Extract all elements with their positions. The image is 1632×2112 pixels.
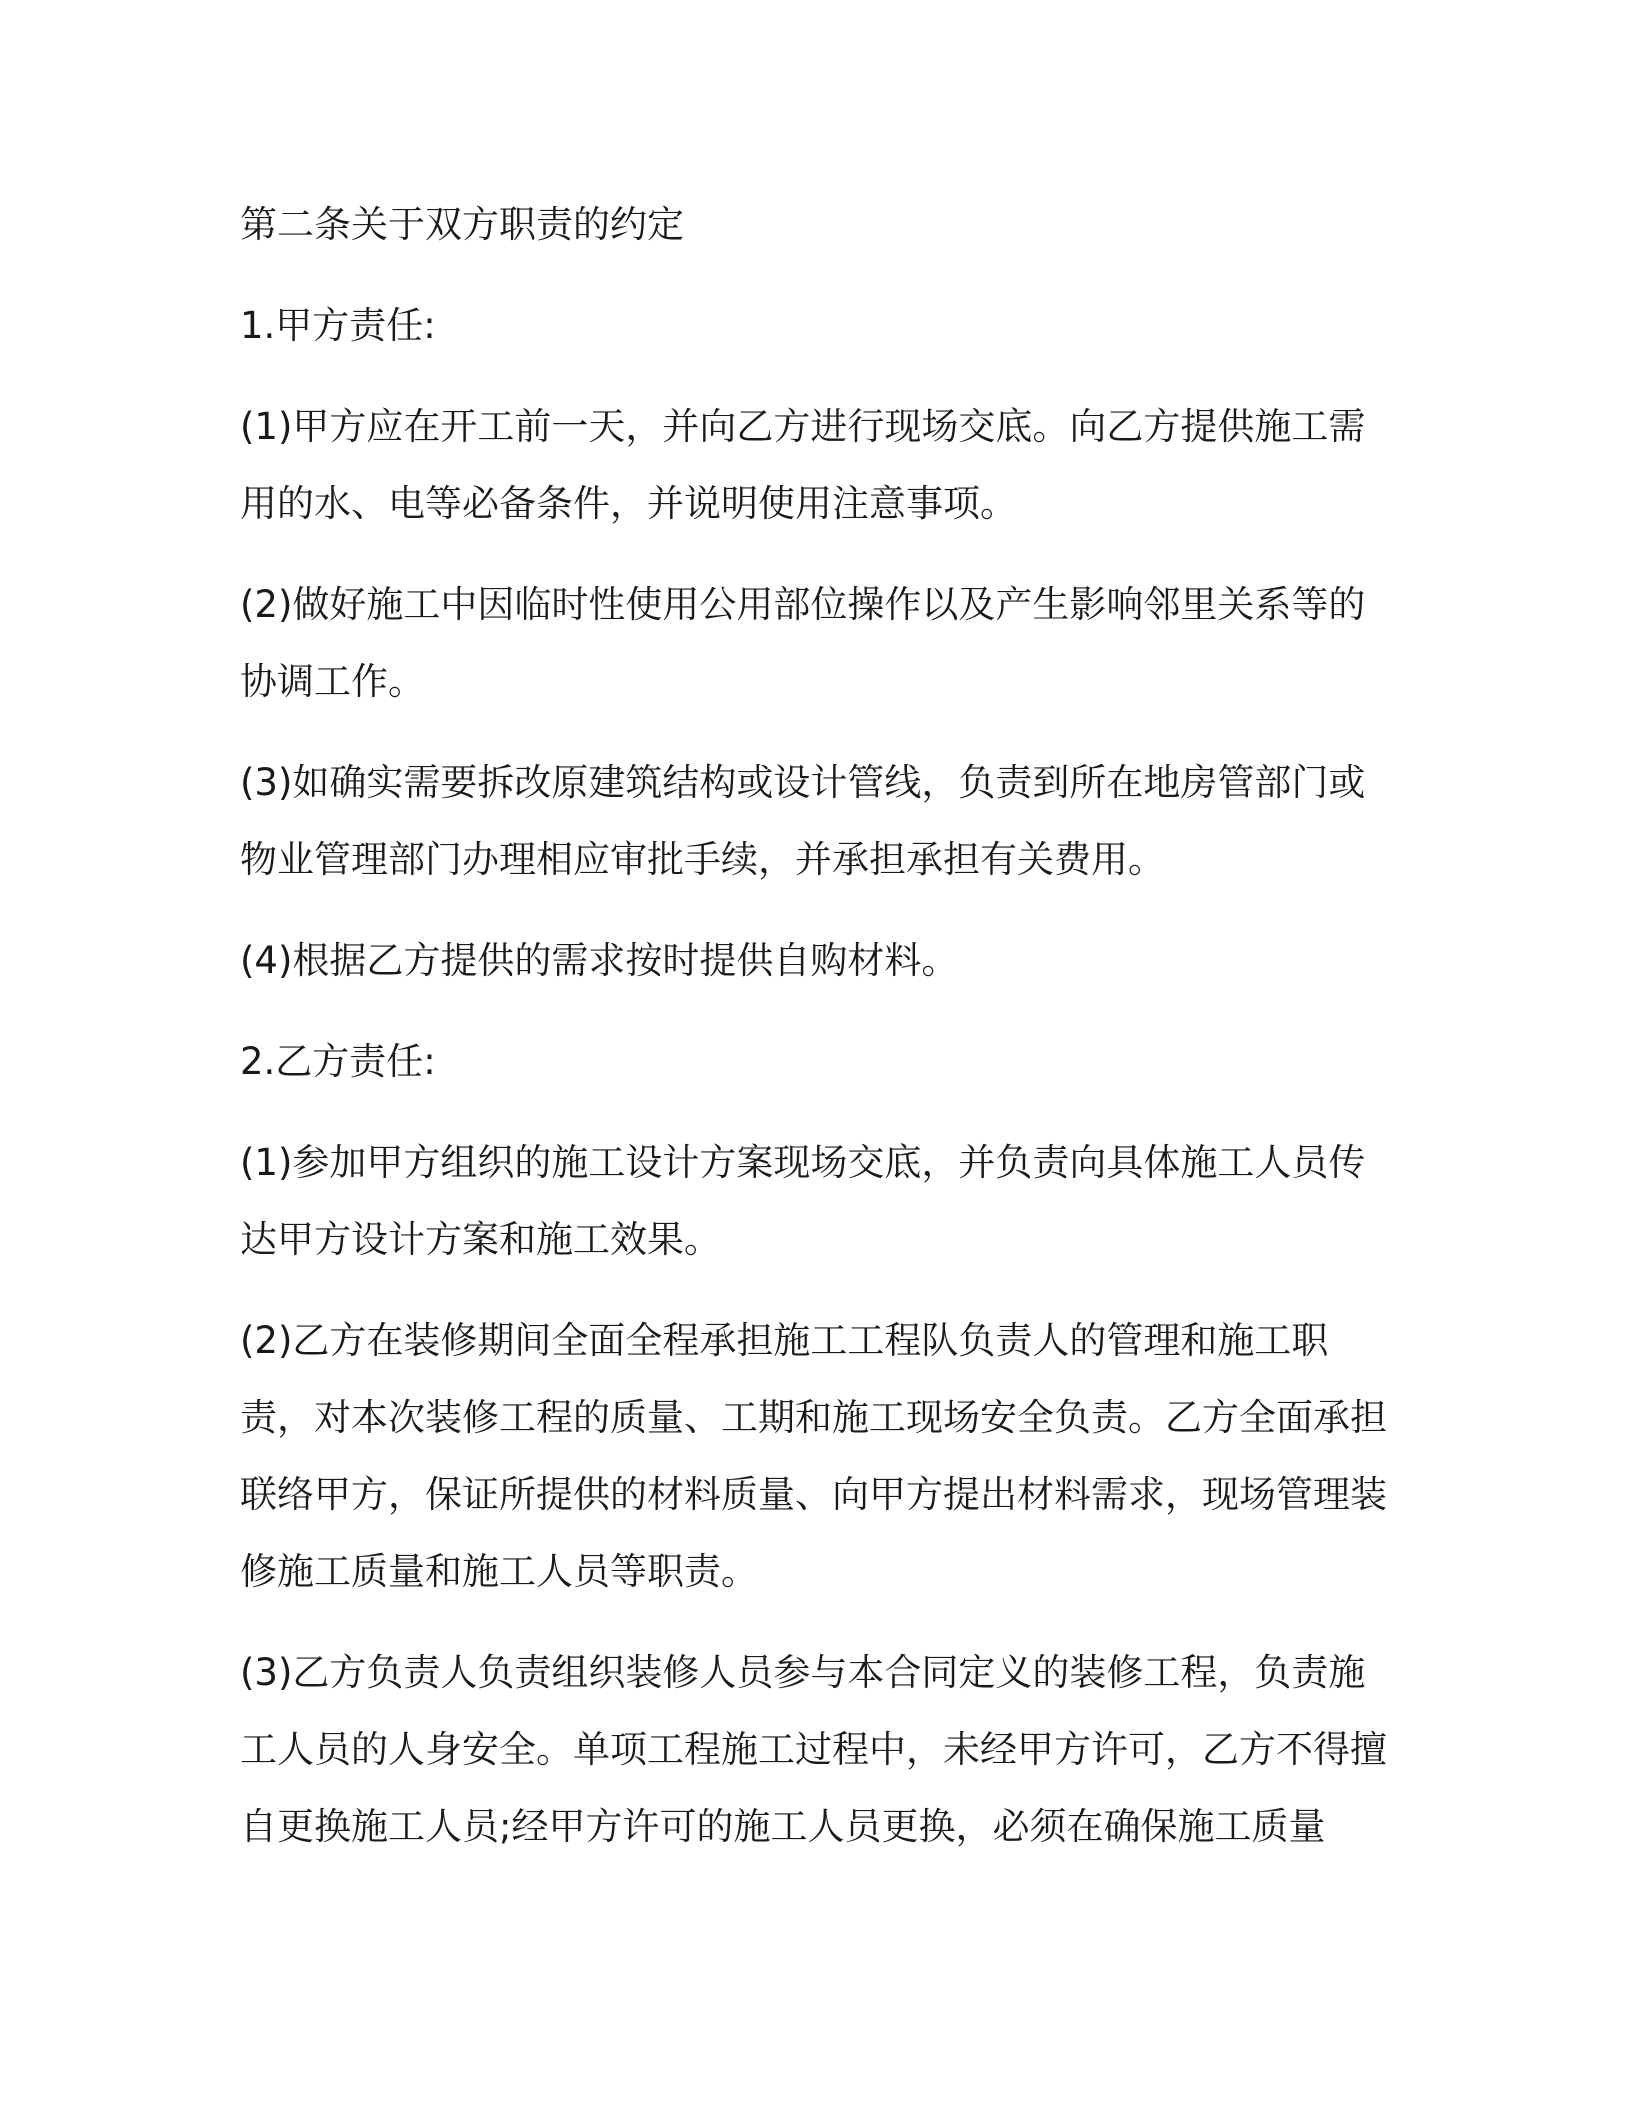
- party-b-clause-3: (3)乙方负责人负责组织装修人员参与本合同定义的装修工程，负责施工人员的人身安全。单项工程施工过程中，未经甲方许可，乙方不得擅自更换施工人员;经甲方许可的施工人员更换，必须在确保施工质量: [240, 1651, 1387, 1848]
- document-body: [240, 186, 1400, 1889]
- party-b-clause-1: (1)参加甲方组织的施工设计方案现场交底，并负责向具体施工人员传达甲方设计方案和施工效果。: [240, 1141, 1366, 1261]
- party-b-heading: 2.乙方责任:: [240, 1040, 436, 1083]
- party-a-heading: 1.甲方责任:: [240, 304, 436, 347]
- party-a-clause-2: (2)做好施工中因临时性使用公用部位操作以及产生影响邻里关系等的协调工作。: [240, 583, 1366, 703]
- party-a-clause-1: (1)甲方应在开工前一天，并向乙方进行现场交底。向乙方提供施工需用的水、电等必备条件，并说明使用注意事项。: [240, 405, 1366, 525]
- section-title: 第二条关于双方职责的约定: [240, 203, 684, 246]
- party-a-clause-4: (4)根据乙方提供的需求按时提供自购材料。: [240, 939, 959, 982]
- party-a-clause-3: (3)如确实需要拆改原建筑结构或设计管线，负责到所在地房管部门或物业管理部门办理相应审批手续，并承担承担有关费用。: [240, 761, 1366, 881]
- party-b-clause-2: (2)乙方在装修期间全面全程承担施工工程队负责人的管理和施工职责，对本次装修工程的质量、工期和施工现场安全负责。乙方全面承担联络甲方，保证所提供的材料质量、向甲方提出材料需求，现场管理装修施工质量和施工人员等职责。: [240, 1319, 1387, 1593]
